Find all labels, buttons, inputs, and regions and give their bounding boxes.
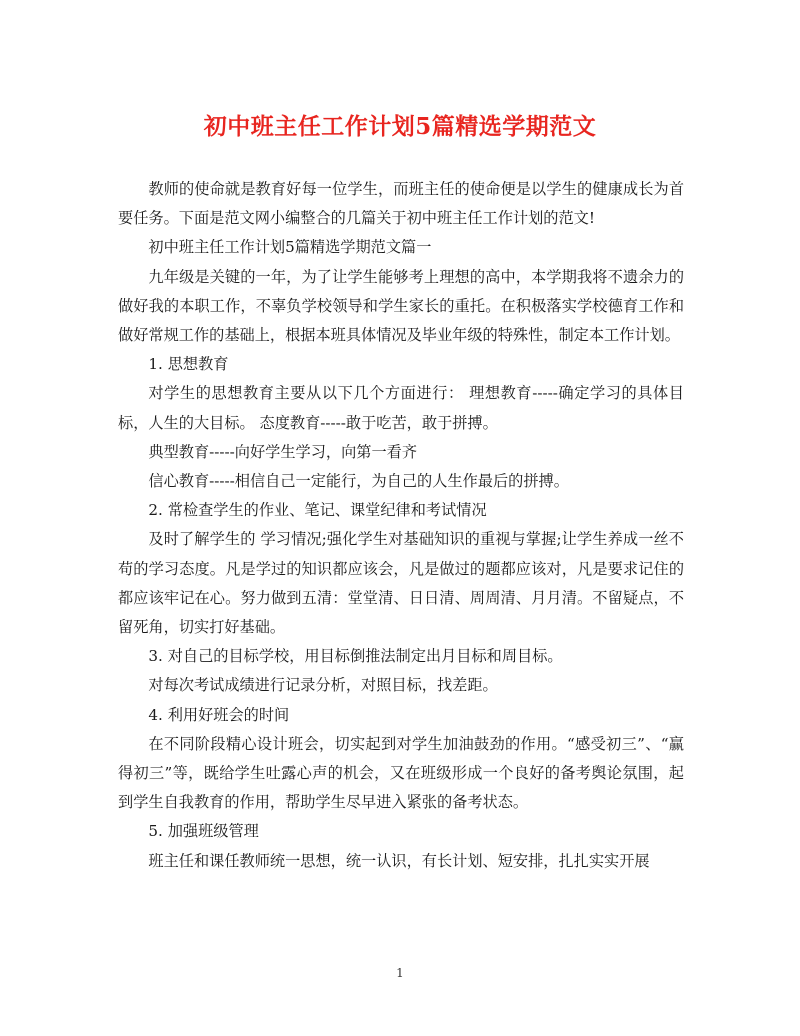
intro-paragraph: 教师的使命就是教育好每一位学生，而班主任的使命便是以学生的健康成长为首要任务。下面是范文网小编整合的几篇关于初中班主任工作计划的范文! — [118, 180, 684, 228]
list-heading: 3. 对自己的目标学校，用目标倒推法制定出月目标和周目标。 — [148, 647, 563, 666]
document-body — [118, 175, 684, 876]
paragraph: 及时了解学生的 学习情况;强化学生对基础知识的重视与掌握;让学生养成一丝不苟的学习态度。凡是学过的知识都应该会，凡是做过的题都应该对，凡是要求记住的都应该牢记在心。努力做到五清：堂堂清、日日清、周周清、月月清。不留疑点，不留死角，切实打好基础。 — [118, 530, 684, 637]
page-number: 1 — [396, 966, 404, 980]
list-heading: 4. 利用好班会的时间 — [148, 705, 290, 724]
paragraph: 在不同阶段精心设计班会，切实起到对学生加油鼓劲的作用。“感受初三”、“赢得初三”等，既给学生吐露心声的机会，又在班级形成一个良好的备考舆论氛围，起到学生自我教育的作用，帮助学生尽早进入紧张的备考状态。 — [118, 734, 684, 812]
paragraph: 九年级是关键的一年，为了让学生能够考上理想的高中，本学期我将不遗余力的做好我的本职工作，不辜负学校领导和学生家长的重托。在积极落实学校德育工作和做好常规工作的基础上，根据本班具体情况及毕业年级的特殊性，制定本工作计划。 — [118, 267, 684, 345]
section-heading: 初中班主任工作计划5篇精选学期范文篇一 — [148, 238, 432, 257]
paragraph: 信心教育-----相信自己一定能行，为自己的人生作最后的拼搏。 — [148, 472, 569, 491]
document-title: 初中班主任工作计划5篇精选学期范文 — [203, 113, 597, 140]
paragraph: 对学生的思想教育主要从以下几个方面进行： 理想教育-----确定学习的具体目标，人生的大目标。 态度教育-----敢于吃苦，敢于拼搏。 — [118, 384, 684, 432]
list-heading: 2. 常检查学生的作业、笔记、课堂纪律和考试情况 — [148, 501, 487, 520]
paragraph: 对每次考试成绩进行记录分析，对照目标，找差距。 — [148, 676, 498, 695]
paragraph: 典型教育-----向好学生学习，向第一看齐 — [148, 442, 418, 461]
paragraph: 班主任和课任教师统一思想，统一认识，有长计划、短安排，扎扎实实开展 — [148, 851, 650, 870]
list-heading: 5. 加强班级管理 — [148, 822, 259, 841]
list-heading: 1. 思想教育 — [148, 355, 229, 374]
